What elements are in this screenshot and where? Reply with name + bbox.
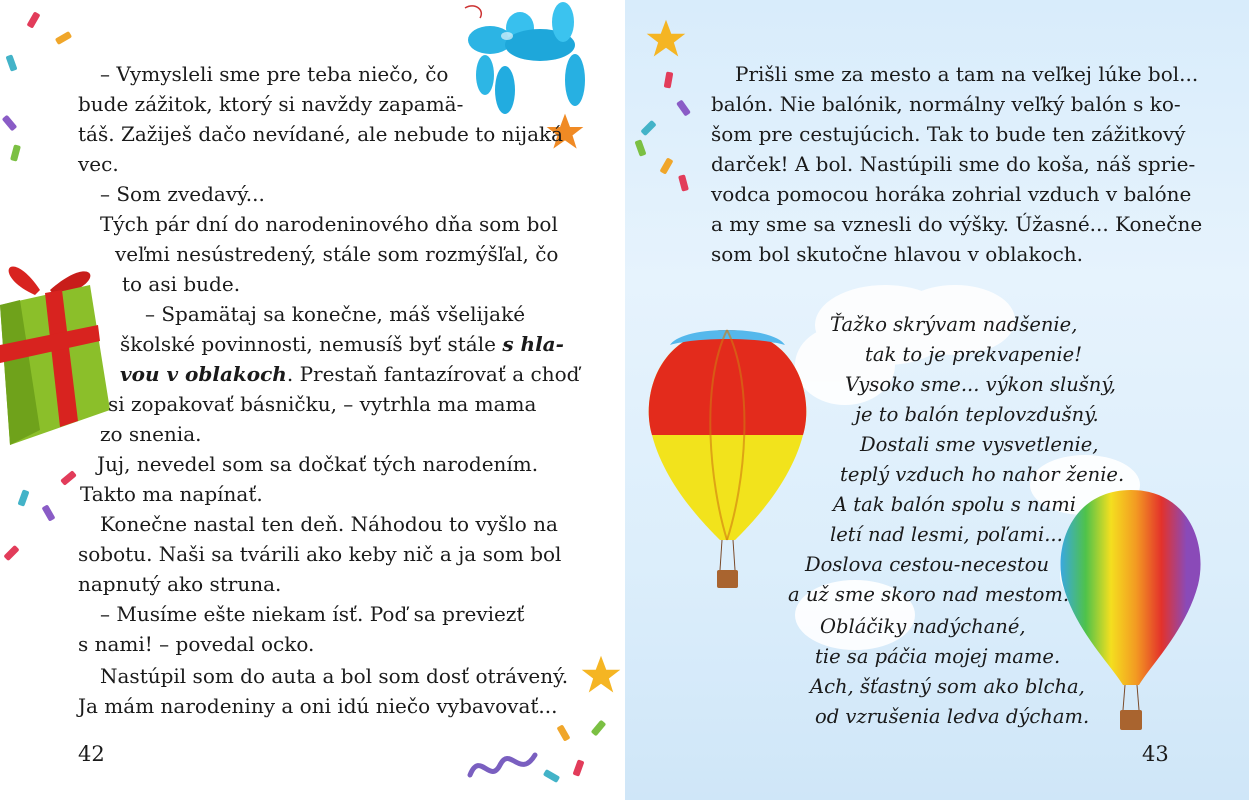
page-number: 42 [78,742,105,766]
right-page [625,0,1249,800]
text-line: Juj, nevedel som sa dočkať tých narodením. [97,452,539,476]
confetti-icon [659,157,673,174]
emphasis-text: s hla- [502,332,564,356]
text-line: Nastúpil som do auta a bol som dosť otrávený. [100,664,569,688]
text-line: darček! A bol. Nastúpili sme do koša, náš sprie- [711,152,1196,176]
confetti-icon [26,11,40,28]
page-number: 43 [1142,742,1169,766]
streamer-icon [465,740,545,785]
confetti-icon [664,72,674,89]
confetti-icon [2,115,18,132]
text-line: s nami! – povedal ocko. [78,632,315,656]
confetti-icon [17,489,29,506]
text-line: Tých pár dní do narodeninového dňa som bol [100,212,558,236]
text-line: balón. Nie balónik, normálny veľký balón s ko- [711,92,1181,116]
poem-line: Ach, šťastný som ako blcha, [810,675,1085,698]
text-line: – Som zvedavý... [100,182,265,206]
poem-line: A tak balón spolu s nami [833,493,1076,516]
poem-line: Doslova cestou-necestou [805,553,1050,576]
poem-line: Vysoko sme... výkon slušný, [845,373,1116,396]
text-line: zo snenia. [100,422,202,446]
confetti-icon [676,99,691,116]
text-line: vodca pomocou horáka zohrial vzduch v balóne [711,182,1192,206]
confetti-icon [55,31,72,45]
poem-line: od vzrušenia ledva dýcham. [815,705,1090,728]
text-line: veľmi nesústredený, stále som rozmýšľal, čo [115,242,559,266]
poem-line: je to balón teplovzdušný. [855,403,1099,426]
confetti-icon [640,120,656,136]
poem-line: tie sa páčia mojej mame. [815,645,1061,668]
text-segment: školské povinnosti, nemusíš byť stále [120,332,496,356]
text-line: napnutý ako struna. [78,572,282,596]
poem-line: letí nad lesmi, poľami... [830,523,1063,546]
confetti-icon [3,545,19,561]
confetti-icon [41,504,55,521]
text-line: si zopakovať básničku, – vytrhla ma mama [108,392,537,416]
poem-line: Dostali sme vysvetlenie, [860,433,1099,456]
confetti-icon [10,144,21,161]
text-line [120,330,564,358]
text-segment: . Prestaň fantazírovať a choď [286,362,580,386]
text-line: – Spamätaj sa konečne, máš všelijaké [145,302,526,326]
confetti-icon [634,139,646,156]
text-line: – Musíme ešte niekam ísť. Poď sa previezť [100,602,525,626]
poem-line: tak to je prekvapenie! [865,343,1083,366]
text-line: som bol skutočne hlavou v oblakoch. [711,242,1084,266]
text-line: – Vymysleli sme pre teba niečo, čo [100,62,449,86]
text-line: Prišli sme za mesto a tam na veľkej lúke bol... [735,62,1199,86]
confetti-icon [678,174,689,191]
emphasis-text: vou v oblakoch [120,362,287,386]
poem-line: Obláčiky nadýchané, [820,615,1026,638]
text-line: Konečne nastal ten deň. Náhodou to vyšlo na [100,512,558,536]
star-icon [645,18,687,60]
confetti-icon [543,769,560,783]
poem-line: a už sme skoro nad mestom. [788,583,1070,606]
confetti-icon [572,759,584,776]
hot-air-balloon-icon [640,325,815,595]
text-line [120,360,579,388]
text-line: to asi bude. [122,272,241,296]
text-line: Ja mám narodeniny a oni idú niečo vybavovať... [78,694,558,718]
poem-line: teplý vzduch ho nahor ženie. [840,463,1125,486]
poem-line: Ťažko skrývam nadšenie, [830,313,1078,336]
confetti-icon [556,724,570,741]
text-line: sobotu. Naši sa tvárili ako keby nič a ja som bol [78,542,562,566]
balloon-dog-icon [445,0,595,125]
text-line: šom pre cestujúcich. Tak to bude ten zážitkový [711,122,1186,146]
text-line: táš. Zažiješ dačo nevídané, ale nebude to nijaká [78,122,564,146]
text-line: bude zážitok, ktorý si navždy zapamä- [78,92,464,116]
text-line: vec. [78,152,119,176]
text-line: Takto ma napínať. [80,482,263,506]
confetti-icon [5,54,17,71]
confetti-icon [591,720,607,737]
star-icon [580,654,622,696]
text-line: a my sme sa vznesli do výšky. Úžasné... Konečne [711,212,1203,236]
confetti-icon [60,470,77,486]
